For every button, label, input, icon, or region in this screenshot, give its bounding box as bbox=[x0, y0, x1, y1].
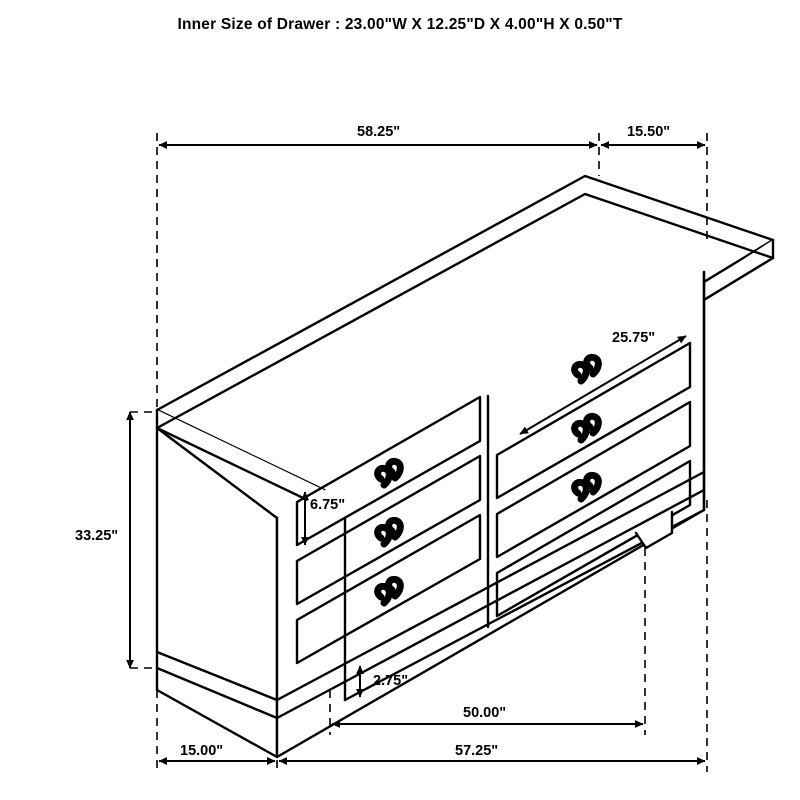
dimension-label-top-depth: 15.50" bbox=[627, 124, 671, 140]
dimension-label-base-height: 2.75" bbox=[373, 673, 409, 689]
dimension-label-front-base-width: 50.00" bbox=[463, 705, 507, 721]
dresser-body bbox=[157, 176, 773, 757]
page-title: Inner Size of Drawer : 23.00"W X 12.25"D X 4.00"H X 0.50"T bbox=[177, 16, 623, 33]
dimension-label-drawer-height: 6.75" bbox=[310, 497, 346, 513]
dimension-label-top-width: 58.25" bbox=[357, 124, 401, 140]
dimension-label-side-depth: 15.00" bbox=[180, 743, 224, 759]
dimension-label-drawer-diagonal: 25.75" bbox=[612, 330, 656, 346]
dimension-label-overall-width: 57.25" bbox=[455, 743, 499, 759]
dimension-label-overall-height: 33.25" bbox=[75, 528, 119, 544]
